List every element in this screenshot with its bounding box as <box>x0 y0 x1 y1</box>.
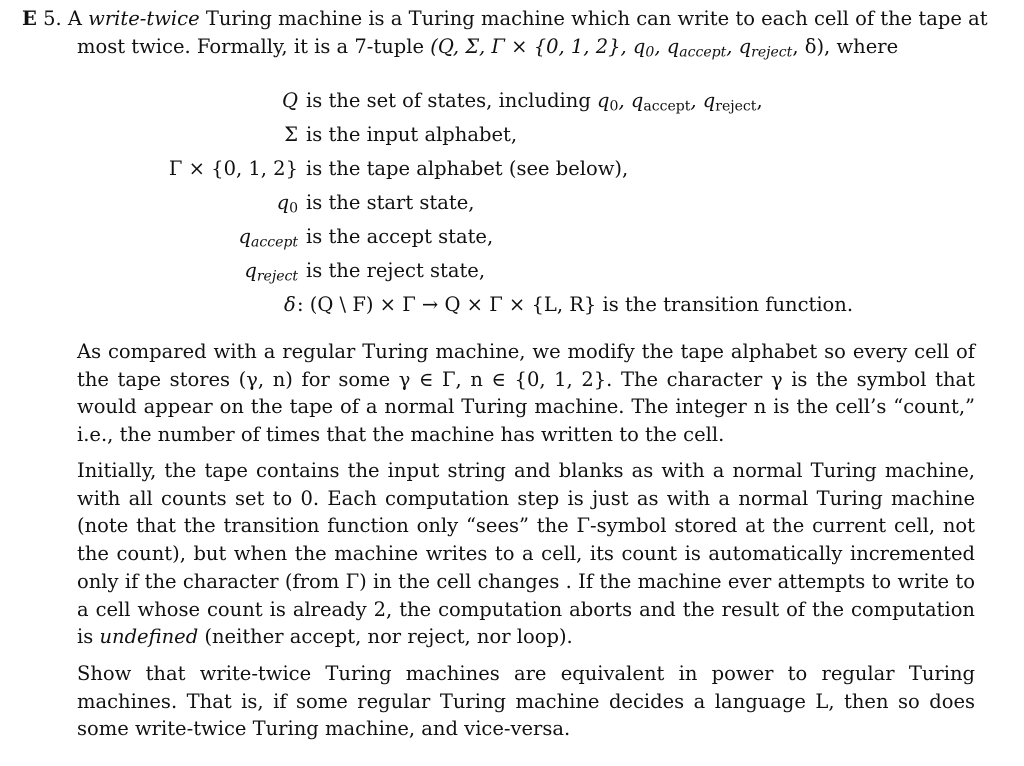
definition-rhs: is the start state, <box>306 191 475 214</box>
intro-text-3: most twice. Formally, it is a 7-tuple <box>77 35 431 58</box>
intro-term: write-twice <box>88 7 200 30</box>
definition-rhs: is the reject state, <box>306 259 486 282</box>
problem-label: E <box>22 7 37 30</box>
definition-row <box>0 220 1024 254</box>
intro-tuple-3: , q <box>726 35 752 58</box>
definition-row: δ : (Q \ F) × Γ → Q × Γ × {L, R} is the transition function. <box>0 288 1024 322</box>
paragraph-tape-alphabet: As compared with a regular Turing machine, we modify the tape alphabet so every cell of the tape stores (γ, n) for some γ ∈ Γ, n ∈ {0, 1, 2}. The character γ is the symbol that would appear on the tape of a normal Turing machine. The integer n is the cell’s “count,” i.e., the number of times that the machine has written to the cell. <box>77 340 975 447</box>
problem-number: 5. <box>43 7 62 30</box>
intro-sub-accept: accept <box>679 44 727 61</box>
definition-rhs: is the input alphabet, <box>306 123 518 146</box>
intro-tuple-4: , δ), where <box>792 35 899 58</box>
definition-lhs: Σ <box>284 123 298 146</box>
intro-text-1: A <box>67 7 89 30</box>
definition-lhs: $q_{reject}$ <box>244 259 298 285</box>
definition-lhs: $q_{accept}$ <box>238 225 298 251</box>
definition-row <box>0 254 1024 288</box>
definition-lhs: Γ × {0, 1, 2} <box>168 157 298 180</box>
paragraph-computation: Initially, the tape contains the input string and blanks as with a normal Turing machine, with all counts set to 0. Each computation step is just as with a normal Turing machine (note that the transition function only “sees” the Γ-symbol stored at the current cell, not the count), but when the machine writes to a cell, its count is automatically incremented only if the character (from Γ) in the cell changes . If the machine ever attempts to write to a cell whose count is already 2, the computation aborts and the result of the computation is undefined (neither accept, nor reject, nor loop). <box>77 459 975 649</box>
intro-sub-0: 0 <box>645 44 655 61</box>
definition-lhs: $q_0$ <box>276 191 298 217</box>
definition-lhs: Q <box>282 89 298 112</box>
definition-row <box>0 152 1024 186</box>
definition-rhs: is the set of states, including $q_0$, $q_{accept}$, $q_{reject}$, <box>306 89 763 115</box>
intro-tuple-2: , q <box>654 35 680 58</box>
intro-tuple-1: (Q, Σ, Γ × {0, 1, 2}, q <box>430 35 646 58</box>
definition-row <box>0 84 1024 118</box>
intro-sub-reject: reject <box>751 44 793 61</box>
definition-rhs: is the tape alphabet (see below), <box>306 157 629 180</box>
definition-rhs: : (Q \ F) × Γ → Q × Γ × {L, R} is the transition function. <box>297 293 854 316</box>
problem-intro-line-2 <box>77 34 898 60</box>
definition-row <box>0 186 1024 220</box>
definition-rhs: is the accept state, <box>306 225 494 248</box>
paragraph-task: Show that write-twice Turing machines are equivalent in power to regular Turing machines. That is, if some regular Turing machine decides a language L, then so does some write-twice Turing machine, and vice-versa. <box>77 662 975 741</box>
definition-row <box>0 118 1024 152</box>
intro-text-2: Turing machine is a Turing machine which can write to each cell of the tape at <box>199 7 988 30</box>
problem-intro-line-1 <box>22 6 988 32</box>
